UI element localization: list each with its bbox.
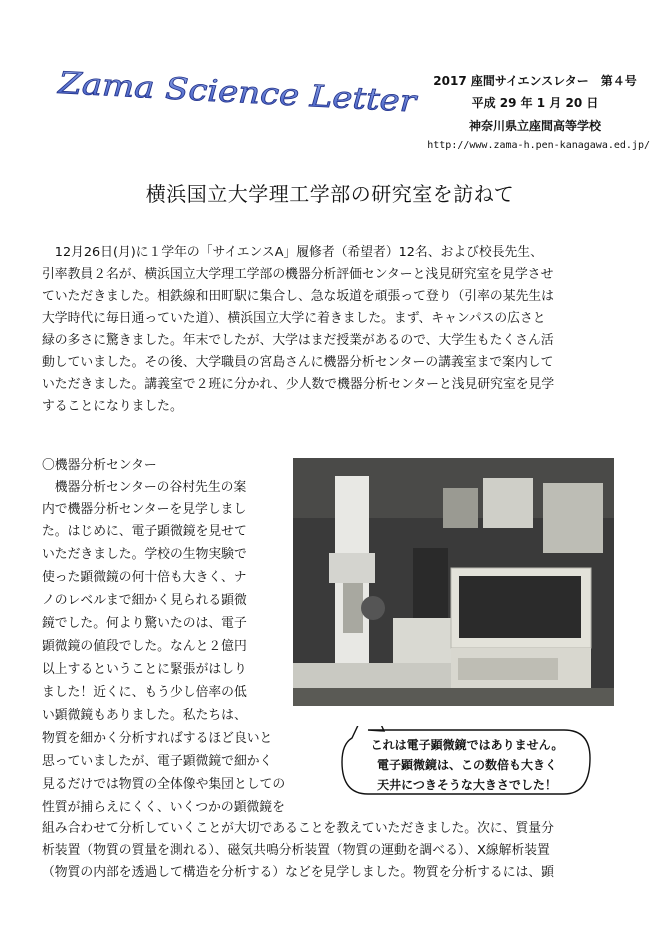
column-line: 内で機器分析センターを見学しまし xyxy=(42,502,247,517)
column-line: た。はじめに、電子顕微鏡を見せて xyxy=(42,524,247,539)
body-line: （物質の内部を透過して構造を分析する）などを見学しました。物質を分析するには、顕 xyxy=(42,865,554,880)
bubble-line: これは電子顕微鏡ではありません。 xyxy=(370,738,564,752)
bubble-line: 天井につきそうな大きさでした！ xyxy=(377,778,557,792)
column-line: い顕微鏡もありました。私たちは、 xyxy=(42,708,247,723)
body-line: 組み合わせて分析していくことが大切であることを教えていただきました。次に、質量分 xyxy=(42,821,554,836)
column-line: 以上するということに緊張がはしり xyxy=(42,662,247,677)
intro-line: 大学時代に毎日通っていた道）、横浜国立大学に着きました。まず、キャンパスの広さと xyxy=(42,311,546,326)
column-line: ました！近くに、もう少し倍率の低 xyxy=(42,685,247,700)
issue-date: 平成 29 年 1 月 20 日 xyxy=(471,96,599,110)
column-line: いただきました。学校の生物実験で xyxy=(42,547,247,562)
intro-line: 動していました。その後、大学職員の宮島さんに機器分析センターの講義室まで案内して xyxy=(42,355,554,370)
school-name: 神奈川県立座間高等学校 xyxy=(468,119,601,133)
intro-line: いただきました。講義室で２班に分かれ、少人数で機器分析センターと浅見研究室を見学 xyxy=(42,377,555,392)
intro-line: 12月26日(月)に１学年の「サイエンスA」履修者（希望者）12名、および校長先生、 xyxy=(42,245,543,260)
column-line: 性質が捕らえにくく、いくつかの顕微鏡を xyxy=(42,800,285,815)
column-line: ノのレベルまで細かく見られる顕微 xyxy=(42,593,247,608)
zama-science-letter-logo xyxy=(52,66,422,126)
section-heading: 〇機器分析センター xyxy=(42,458,157,473)
logo-text: Zama Science Letter xyxy=(57,66,376,118)
continuation-paragraph xyxy=(42,818,554,884)
intro-line: することになりました。 xyxy=(42,399,183,414)
column-line: 機器分析センターの谷村先生の案 xyxy=(42,480,247,495)
intro-line: 緑の多さに驚きました。年末でしたが、大学はまだ授業があるので、大学生もたくさん活 xyxy=(42,333,554,348)
lab-equipment-photo xyxy=(293,458,614,706)
lab-equipment-image xyxy=(293,458,614,706)
column-line: 物質を細かく分析すればするほど良いと xyxy=(42,731,273,746)
issue-label: 2017 座間サイエンスレター 第４号 xyxy=(433,74,637,88)
column-line: 鏡でした。何より驚いたのは、電子 xyxy=(42,616,247,631)
school-url[interactable]: http://www.zama-h.pen-kanagawa.ed.jp/ xyxy=(427,140,650,151)
column-line: 思っていましたが、電子顕微鏡で細かく xyxy=(42,754,273,769)
column-line: 使った顕微鏡の何十倍も大きく、ナ xyxy=(42,570,247,585)
column-line: 見るだけでは物質の全体像や集団としての xyxy=(42,777,286,792)
bubble-line: 電子顕微鏡は、この数倍も大きく xyxy=(376,758,557,772)
body-line: 析装置（物質の質量を測れる）、磁気共鳴分析装置（物質の運動を調べる）、X線解析装置 xyxy=(42,843,550,858)
column-line: 顕微鏡の値段でした。なんと２億円 xyxy=(42,639,247,654)
article-title: 横浜国立大学理工学部の研究室を訪ねて xyxy=(145,182,515,206)
intro-line: ていただきました。相鉄線和田町駅に集合し、急な坂道を頑張って登り（引率の某先生は xyxy=(42,289,554,304)
bubble-caption xyxy=(352,735,582,795)
intro-line: 引率教員２名が、横浜国立大学理工学部の機器分析評価センターと浅見研究室を見学させ xyxy=(42,267,554,282)
intro-paragraph xyxy=(42,242,554,418)
